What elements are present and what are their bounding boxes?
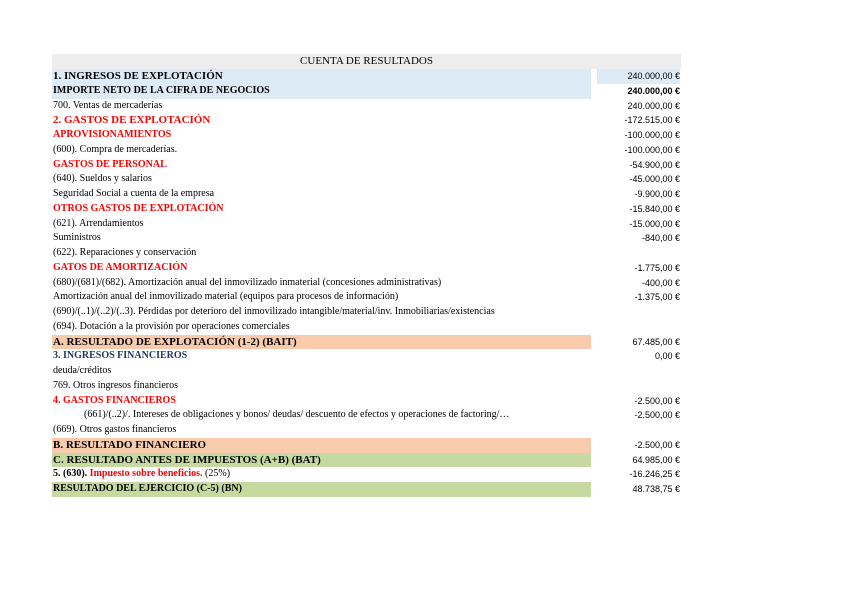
row-value: 240.000,00 € — [597, 69, 680, 84]
row-value: -2.500,00 € — [634, 395, 680, 406]
row-label-highlight: Impuesto sobre beneficios. — [89, 468, 203, 480]
row-value: 240.000,00 € — [627, 100, 680, 111]
row-label: deuda/créditos — [53, 365, 112, 376]
row-label: 700. Ventas de mercaderías — [53, 99, 163, 111]
row-label: GASTOS DE PERSONAL — [53, 158, 167, 170]
row-label-prefix: 5. (630). — [53, 468, 90, 480]
table-row — [52, 128, 686, 143]
table-row — [52, 187, 686, 202]
table-row — [52, 261, 686, 276]
row-label: (690)/(..1)/(..2)/(..3). Pérdidas por deterioro del inmovilizado intangible/material/inv. Inmobiliarias/existencias — [53, 306, 495, 317]
row-value: -100.000,00 € — [624, 130, 680, 140]
table-row — [52, 438, 686, 453]
row-value: -2.500,00 € — [634, 410, 680, 421]
table-row — [52, 423, 686, 438]
row-label: 769. Otros ingresos financieros — [53, 379, 178, 391]
table-row — [52, 394, 686, 409]
income-statement-table — [52, 54, 686, 497]
table-row — [52, 467, 686, 482]
row-value: -15.000,00 € — [629, 218, 680, 229]
row-value: -54.900,00 € — [629, 159, 680, 170]
row-label: 3. INGRESOS FINANCIEROS — [53, 350, 188, 362]
row-label: Seguridad Social a cuenta de la empresa — [53, 188, 215, 199]
table-row — [52, 158, 686, 173]
table-row — [52, 364, 686, 379]
table-row — [52, 379, 686, 394]
table-title: CUENTA DE RESULTADOS — [52, 54, 681, 69]
row-value: 67.485,00 € — [632, 336, 680, 347]
table-row — [52, 305, 686, 320]
table-row — [52, 84, 686, 99]
table-row — [52, 320, 686, 335]
row-label: (694). Dotación a la provisión por operaciones comerciales — [53, 320, 290, 332]
table-row — [52, 246, 686, 261]
table-row — [52, 217, 686, 232]
row-label — [52, 467, 591, 482]
row-label: A. RESULTADO DE EXPLOTACIÓN (1-2) (BAIT) — [52, 335, 591, 350]
row-label: (622). Reparaciones y conservación — [53, 247, 197, 258]
row-value: 64.985,00 € — [632, 454, 680, 465]
row-label: (640). Sueldos y salarios — [53, 173, 152, 185]
row-value: 48.738,75 € — [632, 484, 680, 494]
row-value: -15.840,00 € — [629, 203, 680, 214]
row-label: Amortización anual del inmovilizado material (equipos para procesos de información) — [53, 291, 399, 303]
table-row — [52, 290, 686, 305]
row-value: -45.000,00 € — [629, 174, 680, 185]
row-label-suffix: (25%) — [202, 468, 231, 480]
row-label: GATOS DE AMORTIZACIÓN — [53, 261, 188, 273]
table-row — [52, 172, 686, 187]
row-label: 1. INGRESOS DE EXPLOTACIÓN — [52, 69, 591, 84]
row-label: (600). Compra de mercaderías. — [53, 143, 178, 155]
row-label: APROVISIONAMIENTOS — [53, 129, 172, 140]
row-label: OTROS GASTOS DE EXPLOTACIÓN — [53, 202, 224, 214]
row-value: -172.515,00 € — [624, 115, 680, 126]
row-value: -1.775,00 € — [634, 262, 680, 273]
table-row — [52, 231, 686, 246]
row-value: -1.375,00 € — [634, 292, 680, 303]
table-row — [52, 276, 686, 291]
table-row — [52, 202, 686, 217]
row-label: (680)/(681)/(682). Amortización anual del inmovilizado inmaterial (concesiones administrativas) — [53, 276, 442, 288]
row-value: -16.246,25 € — [629, 469, 680, 480]
row-label: B. RESULTADO FINANCIERO — [52, 438, 591, 453]
table-row — [52, 99, 686, 114]
table-row — [52, 453, 686, 468]
row-value: 0,00 € — [654, 351, 680, 362]
row-value: -840,00 € — [641, 233, 680, 244]
table-row — [52, 408, 686, 423]
table-row — [52, 143, 686, 158]
row-label: RESULTADO DEL EJERCICIO (C-5) (BN) — [52, 482, 591, 497]
table-row — [52, 69, 686, 84]
table-row — [52, 482, 686, 497]
row-label: (669). Otros gastos financieros — [53, 424, 177, 435]
table-row — [52, 335, 686, 350]
row-label: (621). Arrendamientos — [53, 217, 144, 229]
table-row — [52, 349, 686, 364]
row-label: C. RESULTADO ANTES DE IMPUESTOS (A+B) (BAT) — [52, 453, 591, 468]
row-value: 240.000,00 € — [627, 85, 680, 96]
row-label: IMPORTE NETO DE LA CIFRA DE NEGOCIOS — [52, 84, 591, 99]
row-label: 2. GASTOS DE EXPLOTACIÓN — [53, 114, 211, 127]
row-value: -100.000,00 € — [624, 144, 680, 155]
table-row — [52, 113, 686, 128]
row-label: Suministros — [53, 232, 101, 244]
row-value: -400,00 € — [641, 277, 680, 288]
row-label: 4. GASTOS FINANCIEROS — [53, 394, 176, 406]
row-value: -2.500,00 € — [634, 439, 680, 450]
row-label: (661)/(..2)/. Intereses de obligaciones y bonos/ deudas/ descuento de efectos y operaciones de factoring/… — [84, 409, 510, 421]
row-value: -9.900,00 € — [634, 189, 680, 199]
